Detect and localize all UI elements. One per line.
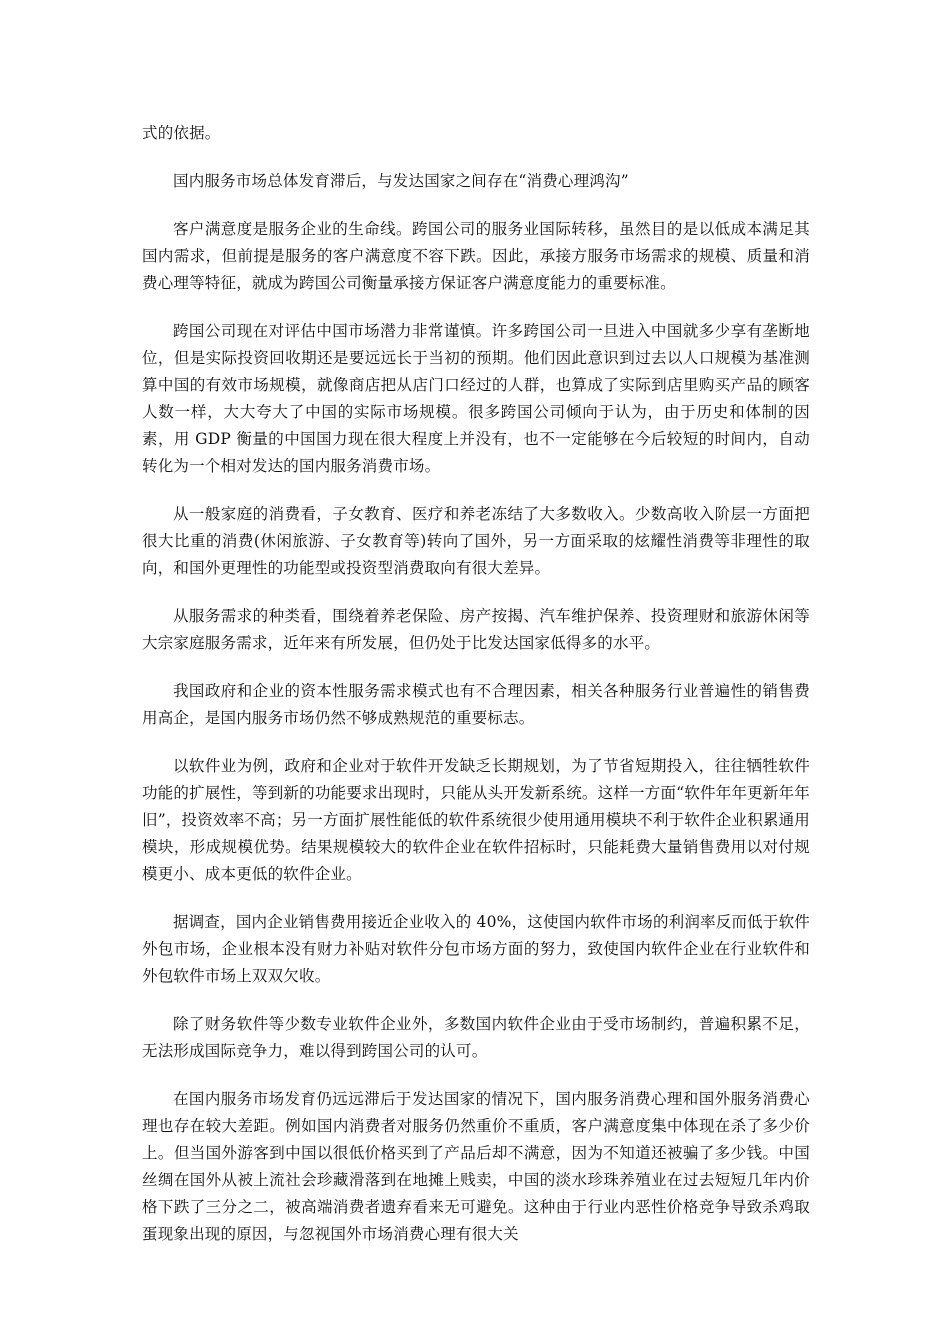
paragraph-3: 客户满意度是服务企业的生命线。跨国公司的服务业国际转移，虽然目的是以低成本满足其国内需求，但前提是服务的客户满意度不容下跌。因此，承接方服务市场需求的规模、质量和消费心理等特征，就成为跨国公司衡量承接方保证客户满意度能力的重要标准。	[142, 220, 810, 292]
paragraph-6: 从服务需求的种类看，围绕着养老保险、房产按揭、汽车维护保养、投资理财和旅游休闲等大宗家庭服务需求，近年来有所发展，但仍处于比发达国家低得多的水平。	[142, 607, 810, 652]
paragraph-1: 式的依据。	[142, 124, 221, 142]
paragraph-4: 跨国公司现在对评估中国市场潜力非常谨慎。许多跨国公司一旦进入中国就多少享有垄断地位，但是实际投资回收期还是要远远长于当初的预期。他们因此意识到过去以人口规模为基准测算中国的有效市场规模，就像商店把从店门口经过的人群，也算成了实际到店里购买产品的顾客人数一样，大大夸大了中国的实际市场规模。很多跨国公司倾向于认为，由于历史和体制的因素，用 GDP 衡量的中国国力现在很大程度上并没有，也不一定能够在今后较短的时间内，自动转化为一个相对发达的国内服务消费市场。	[142, 322, 810, 475]
paragraph-10: 除了财务软件等少数专业软件企业外，多数国内软件企业由于受市场制约，普遍积累不足，无法形成国际竞争力，难以得到跨国公司的认可。	[142, 1015, 810, 1060]
paragraph-5: 从一般家庭的消费看，子女教育、医疗和养老冻结了大多数收入。少数高收入阶层一方面把很大比重的消费(休闲旅游、子女教育等)转向了国外，另一方面采取的炫耀性消费等非理性的取向，和国外更理性的功能型或投资型消费取向有很大差异。	[142, 505, 810, 577]
paragraph-7: 我国政府和企业的资本性服务需求模式也有不合理因素，相关各种服务行业普遍性的销售费用高企，是国内服务市场仍然不够成熟规范的重要标志。	[142, 682, 810, 727]
section-heading: 国内服务市场总体发育滞后，与发达国家之间存在“消费心理鸿沟”	[173, 172, 629, 190]
paragraph-11: 在国内服务市场发育仍远远滞后于发达国家的情况下，国内服务消费心理和国外服务消费心理也存在较大差距。例如国内消费者对服务仍然重价不重质，客户满意度集中体现在杀了多少价上。但当国外游客到中国以很低价格买到了产品后却不满意，因为不知道还被骗了多少钱。中国丝绸在国外从被上流社会珍藏滑落到在地摊上贱卖，中国的淡水珍珠养殖业在过去短短几年内价格下跌了三分之二，被高端消费者遗弃看来无可避免。这种由于行业内恶性价格竞争导致杀鸡取蛋现象出现的原因，与忽视国外市场消费心理有很大关	[142, 1090, 810, 1243]
document-body	[142, 120, 810, 1269]
paragraph-8: 以软件业为例，政府和企业对于软件开发缺乏长期规划，为了节省短期投入，往往牺牲软件功能的扩展性，等到新的功能要求出现时，只能从头开发新系统。这样一方面“软件年年更新年年旧”，投资效率不高；另一方面扩展性能低的软件系统很少使用通用模块不利于软件企业积累通用模块，形成规模优势。结果规模较大的软件企业在软件招标时，只能耗费大量销售费用以对付规模更小、成本更低的软件企业。	[142, 757, 810, 883]
paragraph-9: 据调查，国内企业销售费用接近企业收入的 40%，这使国内软件市场的利润率反而低于软件外包市场，企业根本没有财力补贴对软件分包市场方面的努力，致使国内软件企业在行业软件和外包软件市场上双双欠收。	[142, 913, 810, 985]
